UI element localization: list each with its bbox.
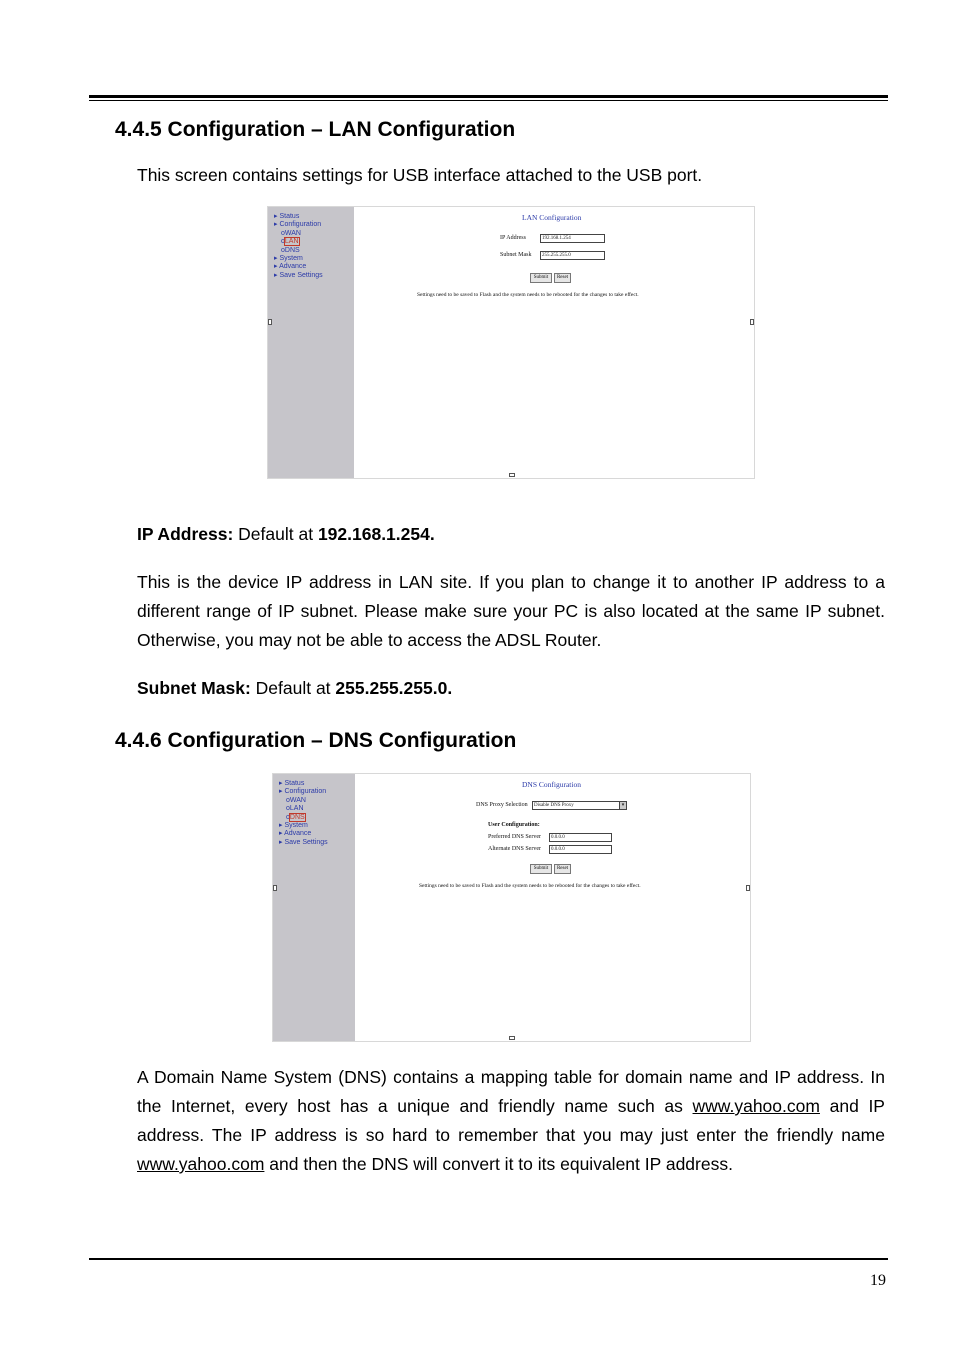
resize-handle xyxy=(746,885,750,891)
header-rule-thin xyxy=(89,100,888,101)
dns-nav-menu xyxy=(279,780,328,847)
alternate-dns-input[interactable]: 0.0.0.0 xyxy=(549,845,612,854)
nav-item-wan[interactable]: oWAN xyxy=(281,229,301,237)
nav-item-save-settings[interactable]: ▸ Save Settings xyxy=(279,838,328,846)
nav-item-system[interactable]: ▸ System xyxy=(274,255,303,263)
lan-nav-menu xyxy=(274,213,323,280)
lan-reset-button[interactable]: Reset xyxy=(554,273,571,283)
lan-config-screenshot xyxy=(267,206,755,479)
yahoo-link[interactable]: www.yahoo.com xyxy=(692,1096,820,1116)
footer-rule xyxy=(89,1258,888,1260)
lan-section-heading: 4.4.5 Configuration – LAN Configuration xyxy=(115,118,516,141)
nav-item-wan[interactable]: oWAN xyxy=(286,796,306,804)
ip-address-default: IP Address: Default at 192.168.1.254. xyxy=(137,524,435,544)
dns-config-screenshot xyxy=(272,773,751,1042)
lan-config-title: LAN Configuration xyxy=(522,213,582,222)
subnet-mask-default: Subnet Mask: Default at 255.255.255.0. xyxy=(137,678,453,698)
user-configuration-label: User Configuration: xyxy=(488,822,540,828)
subnet-mask-input[interactable]: 255.255.255.0 xyxy=(540,251,605,260)
resize-handle xyxy=(273,885,277,891)
subnet-mask-label: Subnet Mask xyxy=(500,252,532,258)
dns-nav-sidebar xyxy=(273,774,355,1041)
lan-intro: This screen contains settings for USB interface attached to the USB port. xyxy=(137,165,703,185)
yahoo-link[interactable]: www.yahoo.com xyxy=(137,1154,265,1174)
header-rule-thick xyxy=(89,95,888,98)
nav-item-advance[interactable]: ▸ Advance xyxy=(279,830,312,838)
nav-item-configuration[interactable]: ▸ Configuration xyxy=(274,221,322,229)
lan-submit-button[interactable]: Submit xyxy=(530,273,552,283)
resize-handle xyxy=(509,473,515,477)
resize-handle xyxy=(750,319,754,325)
ip-address-label: IP Address xyxy=(500,235,526,241)
dns-description: A Domain Name System (DNS) contains a mapping table for domain name and IP address. In the Internet, every host has a unique and friendly name such as www.yahoo.com and IP address. The IP address is so hard to remember that you may just enter the friendly name www.yahoo.com and then the DNS will convert it to its equivalent IP address. xyxy=(137,1067,885,1174)
alternate-dns-label: Alternate DNS Server xyxy=(488,846,541,852)
dns-submit-button[interactable]: Submit xyxy=(530,864,552,874)
page-number: 19 xyxy=(870,1272,886,1289)
dns-config-title: DNS Configuration xyxy=(522,780,581,789)
ip-address-input[interactable]: 192.168.1.254 xyxy=(540,234,605,243)
chevron-down-icon[interactable]: ▾ xyxy=(619,802,626,809)
lan-nav-sidebar xyxy=(268,207,354,478)
nav-item-lan[interactable]: oLAN xyxy=(286,805,304,813)
nav-item-configuration[interactable]: ▸ Configuration xyxy=(279,788,327,796)
ip-address-description: This is the device IP address in LAN site. If you plan to change it to another IP address to a different range of IP subnet. Please make sure your PC is also located at the same IP subnet. Otherwise, you may not be able to access the ADSL Router. xyxy=(137,572,885,650)
dns-section-heading: 4.4.6 Configuration – DNS Configuration xyxy=(115,729,517,752)
nav-item-status[interactable]: ▸ Status xyxy=(279,780,305,787)
nav-item-dns[interactable]: oDNS xyxy=(286,813,305,821)
dns-save-note: Settings need to be saved to Flash and the system needs to be rebooted for the changes to take effect. xyxy=(419,883,641,889)
dns-reset-button[interactable]: Reset xyxy=(554,864,571,874)
nav-item-save-settings[interactable]: ▸ Save Settings xyxy=(274,271,323,279)
nav-item-advance[interactable]: ▸ Advance xyxy=(274,263,307,271)
nav-item-status[interactable]: ▸ Status xyxy=(274,213,300,220)
preferred-dns-label: Preferred DNS Server xyxy=(488,834,541,840)
resize-handle xyxy=(509,1036,515,1040)
nav-item-dns[interactable]: oDNS xyxy=(281,246,300,254)
dns-proxy-select[interactable]: Disable DNS Proxy ▾ xyxy=(532,801,627,810)
lan-save-note: Settings need to be saved to Flash and the system needs to be rebooted for the changes to take effect. xyxy=(417,292,639,298)
nav-item-lan[interactable]: oLAN xyxy=(281,238,299,246)
resize-handle xyxy=(268,319,272,325)
dns-proxy-label: DNS Proxy Selection xyxy=(476,802,528,808)
nav-item-system[interactable]: ▸ System xyxy=(279,822,308,830)
preferred-dns-input[interactable]: 0.0.0.0 xyxy=(549,833,612,842)
